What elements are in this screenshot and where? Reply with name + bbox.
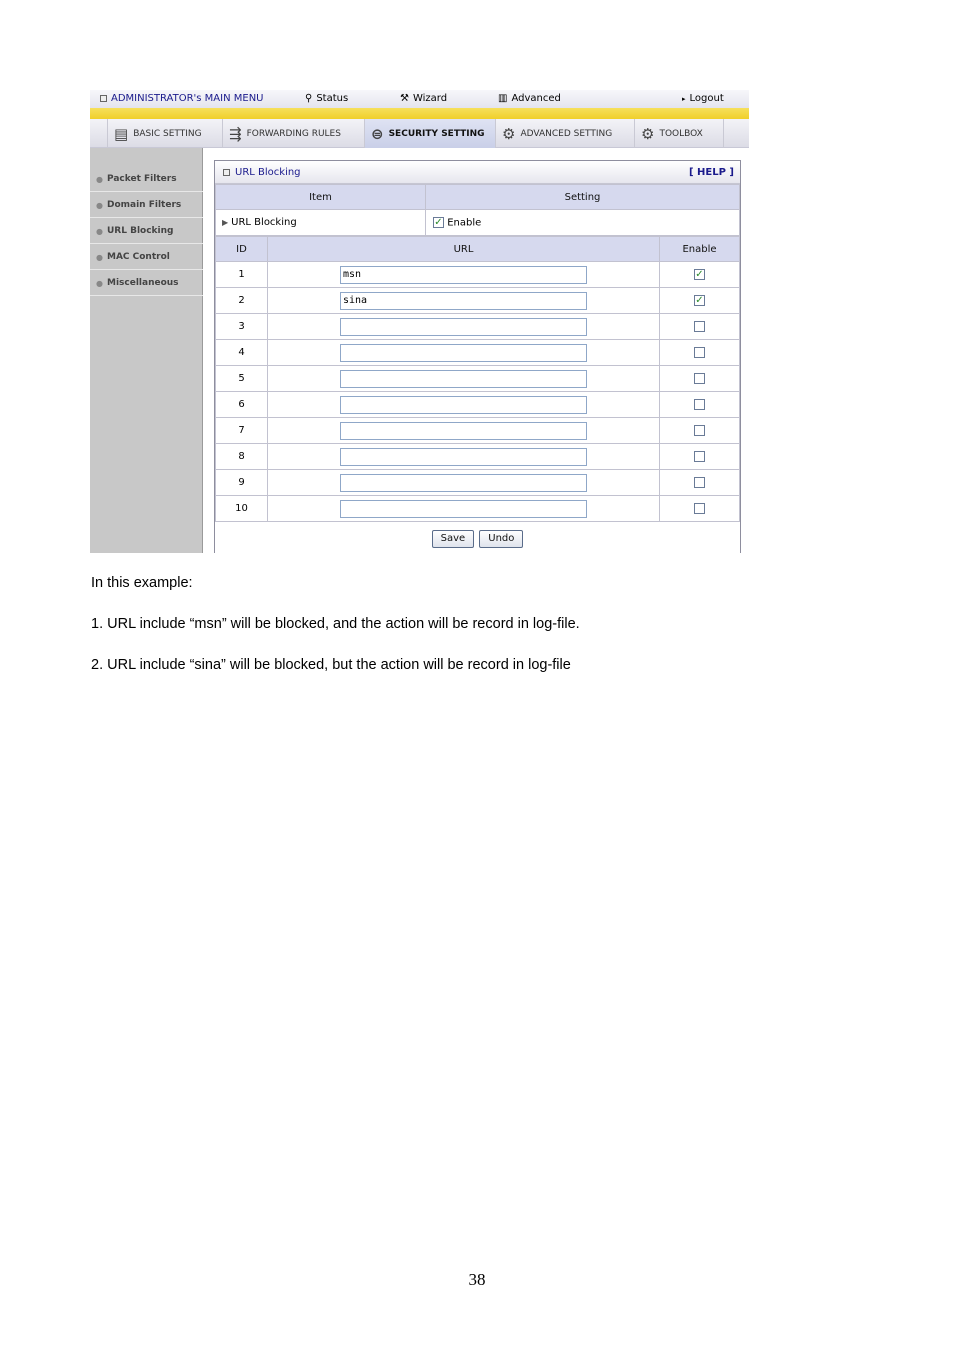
row-id: 8: [216, 444, 268, 470]
tab-label: SECURITY SETTING: [388, 128, 485, 139]
table-row: [216, 496, 740, 522]
url-blocking-panel: [214, 160, 741, 553]
sidebar-item-url-blocking[interactable]: [90, 219, 203, 244]
row-enable-cell: [660, 366, 740, 392]
explanation-line-1: 1. URL include “msn” will be blocked, and the action will be record in log-file.: [91, 616, 580, 632]
row-id: 7: [216, 418, 268, 444]
row-id: 10: [216, 496, 268, 522]
row-url-cell: [268, 314, 660, 340]
bullet-icon: ●: [96, 174, 103, 184]
row-enable-cell: [660, 444, 740, 470]
undo-button[interactable]: Undo: [479, 530, 523, 548]
table-row: [216, 340, 740, 366]
row-url-cell: [268, 392, 660, 418]
sidebar-item-label: Packet Filters: [106, 174, 177, 184]
wizard-icon: ⚒: [400, 93, 409, 104]
row-id: 3: [216, 314, 268, 340]
row-enable-cell: [660, 314, 740, 340]
yellow-stripe: [90, 108, 749, 119]
tab-advanced-setting[interactable]: [495, 119, 634, 148]
table-row: [216, 470, 740, 496]
logout-arrow-icon: ▸: [682, 94, 686, 103]
url-input[interactable]: [340, 318, 587, 336]
row-enable-cell: [660, 392, 740, 418]
logout-link[interactable]: [682, 93, 724, 104]
url-input[interactable]: [340, 344, 587, 362]
admin-menu-label: ADMINISTRATOR's MAIN MENU: [111, 93, 264, 104]
row-enable-cell: [660, 418, 740, 444]
sidebar-item-label: Miscellaneous: [106, 278, 179, 288]
url-input[interactable]: [340, 292, 587, 310]
tab-toolbox[interactable]: [634, 119, 724, 148]
basic-setting-icon: ▤: [114, 124, 129, 143]
row-url-cell: [268, 470, 660, 496]
url-input[interactable]: [340, 448, 587, 466]
row-enable-checkbox[interactable]: ✓: [695, 294, 704, 306]
row-enable-cell: [660, 470, 740, 496]
bullet-icon: ●: [96, 226, 103, 236]
url-input[interactable]: [340, 422, 587, 440]
top-menu-bar: [90, 90, 749, 108]
tab-forwarding-rules[interactable]: [222, 119, 364, 148]
row-label-text: URL Blocking: [231, 217, 297, 228]
router-screenshot: [90, 90, 749, 553]
row-url-cell: [268, 340, 660, 366]
row-enable-cell: [660, 262, 740, 288]
tab-label: ADVANCED SETTING: [520, 128, 613, 139]
wizard-link[interactable]: [400, 93, 447, 104]
explanation-line-2: 2. URL include “sina” will be blocked, but the action will be record in log-file: [91, 657, 571, 673]
row-enable-checkbox[interactable]: [694, 451, 705, 462]
url-blocking-setting: [426, 210, 740, 236]
enable-label: Enable: [447, 217, 482, 229]
tab-label: TOOLBOX: [659, 128, 703, 139]
url-blocking-settings-table: [215, 184, 740, 236]
admin-main-menu[interactable]: [100, 93, 264, 104]
table-row: [216, 392, 740, 418]
logout-label: Logout: [689, 93, 724, 104]
row-enable-checkbox[interactable]: [694, 477, 705, 488]
row-url-cell: [268, 366, 660, 392]
advanced-setting-icon: ⚙: [502, 124, 516, 143]
url-input[interactable]: [340, 396, 587, 414]
url-input[interactable]: [340, 500, 587, 518]
sidebar-item-label: URL Blocking: [106, 226, 174, 236]
security-icon: ⊜: [371, 124, 384, 143]
panel-square-icon: [223, 169, 230, 176]
row-enable-checkbox[interactable]: [694, 373, 705, 384]
row-enable-checkbox[interactable]: [694, 425, 705, 436]
row-enable-checkbox[interactable]: ✓: [695, 268, 704, 280]
sidebar-item-packet-filters[interactable]: [90, 167, 203, 192]
url-input[interactable]: [340, 474, 587, 492]
item-column-header: Item: [216, 185, 426, 210]
sidebar-item-label: Domain Filters: [106, 200, 182, 210]
table-row: [216, 288, 740, 314]
row-enable-cell: [660, 496, 740, 522]
row-url-cell: [268, 496, 660, 522]
tab-security-setting[interactable]: [364, 119, 495, 148]
button-row: [215, 522, 740, 556]
menu-square-icon: [100, 95, 107, 102]
url-blocking-enable-checkbox[interactable]: ✓: [434, 216, 443, 228]
url-input[interactable]: [340, 370, 587, 388]
bullet-icon: ●: [96, 278, 103, 288]
row-url-cell: [268, 262, 660, 288]
panel-title-text: URL Blocking: [235, 166, 301, 178]
panel-header: [215, 161, 740, 184]
save-button[interactable]: Save: [432, 530, 475, 548]
sidebar: [90, 148, 203, 553]
table-row: [216, 418, 740, 444]
row-enable-checkbox[interactable]: [694, 399, 705, 410]
url-column-header: URL: [268, 237, 660, 262]
status-icon: ⚲: [305, 93, 313, 104]
arrow-right-icon: ▶: [222, 218, 229, 227]
table-row: [216, 262, 740, 288]
row-id: 6: [216, 392, 268, 418]
tab-label: BASIC SETTING: [133, 128, 202, 139]
sidebar-item-label: MAC Control: [106, 252, 170, 262]
advanced-link[interactable]: [498, 93, 561, 104]
tab-bar: [90, 119, 749, 148]
forwarding-icon: ⇶: [229, 124, 242, 143]
row-enable-checkbox[interactable]: [694, 347, 705, 358]
enable-column-header: Enable: [660, 237, 740, 262]
url-blocking-row-label: [216, 210, 426, 236]
row-url-cell: [268, 444, 660, 470]
url-list-table: [215, 236, 740, 522]
row-enable-cell: [660, 288, 740, 314]
tab-label: FORWARDING RULES: [246, 128, 341, 139]
advanced-label: Advanced: [511, 93, 561, 104]
tab-basic-setting[interactable]: [107, 119, 222, 148]
row-url-cell: [268, 288, 660, 314]
sidebar-item-domain-filters[interactable]: [90, 193, 203, 218]
row-url-cell: [268, 418, 660, 444]
table-row: [216, 314, 740, 340]
status-label: Status: [316, 93, 349, 104]
status-link[interactable]: [305, 93, 348, 104]
setting-column-header: Setting: [426, 185, 740, 210]
table-row: [216, 366, 740, 392]
row-id: 5: [216, 366, 268, 392]
bullet-icon: ●: [96, 252, 103, 262]
advanced-icon: ▥: [498, 93, 508, 104]
row-enable-checkbox[interactable]: [694, 321, 705, 332]
table-row: [216, 444, 740, 470]
url-input[interactable]: [340, 266, 587, 284]
page-number: 38: [468, 1270, 486, 1289]
row-id: 1: [216, 262, 268, 288]
toolbox-icon: ⚙: [641, 124, 655, 143]
intro-text: In this example:: [91, 575, 193, 591]
row-id: 2: [216, 288, 268, 314]
row-id: 4: [216, 340, 268, 366]
row-enable-cell: [660, 340, 740, 366]
row-id: 9: [216, 470, 268, 496]
bullet-icon: ●: [96, 200, 103, 210]
id-column-header: ID: [216, 237, 268, 262]
sidebar-item-miscellaneous[interactable]: [90, 271, 203, 296]
panel-title: [223, 167, 301, 178]
wizard-label: Wizard: [412, 93, 448, 104]
row-enable-checkbox[interactable]: [694, 503, 705, 514]
sidebar-item-mac-control[interactable]: [90, 245, 203, 270]
help-link[interactable]: [ HELP ]: [688, 166, 734, 178]
